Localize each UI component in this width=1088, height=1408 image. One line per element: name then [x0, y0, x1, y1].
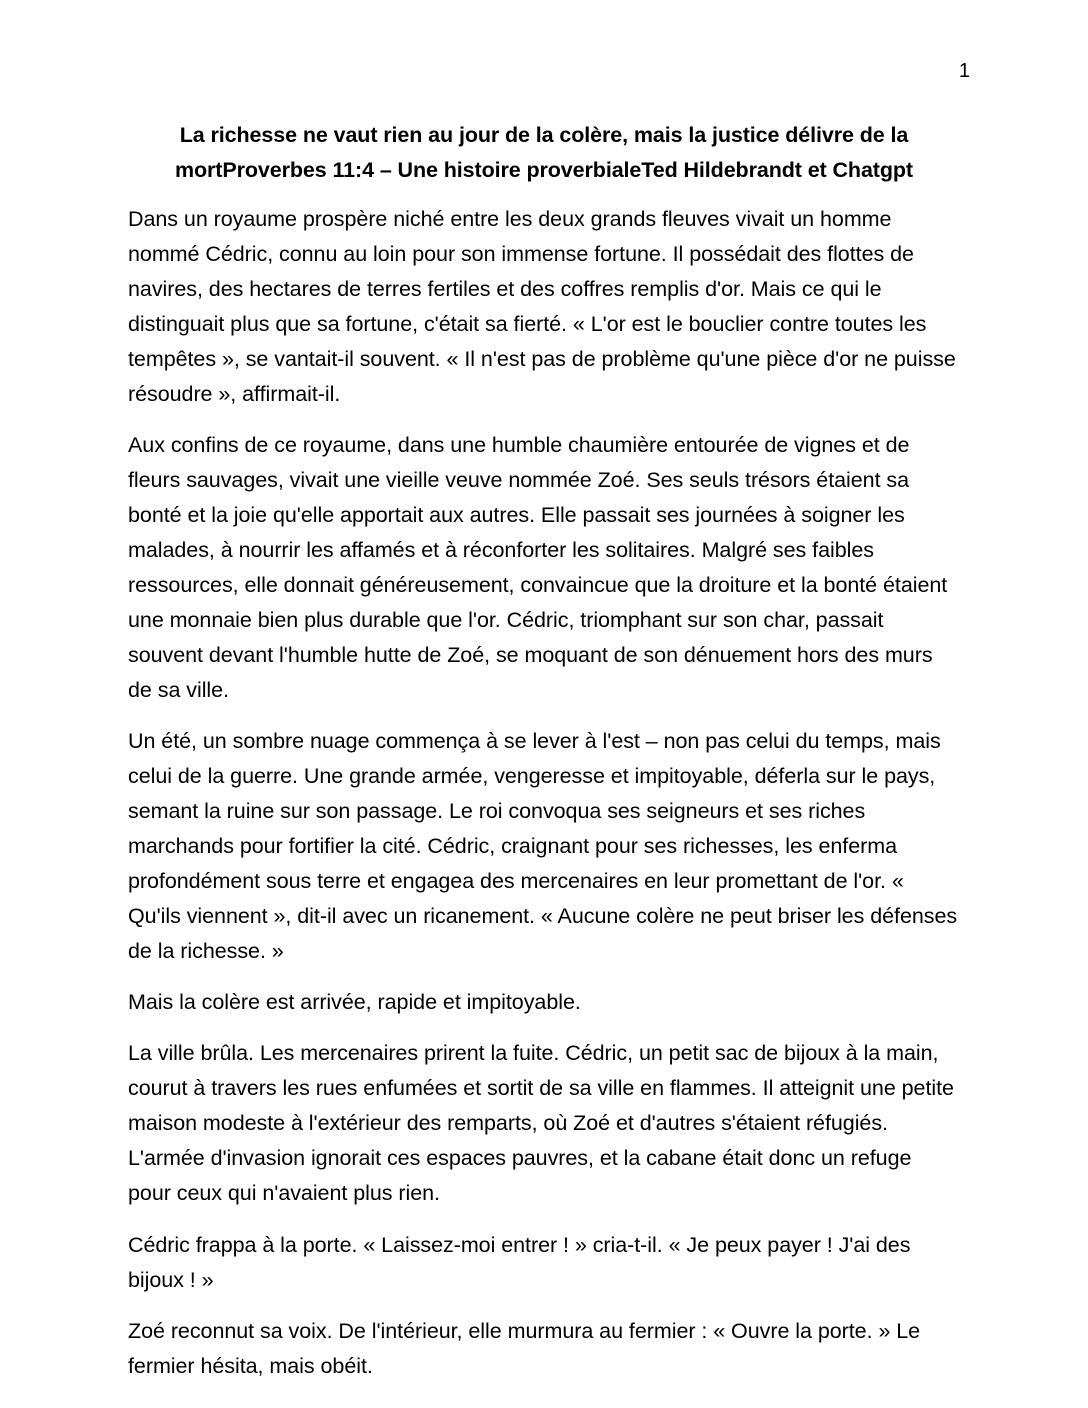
- paragraph: Dans un royaume prospère niché entre les deux grands fleuves vivait un homme nommé Cédric, connu au loin pour son immense fortune. Il possédait des flottes de navires, des hectares de terres fertiles et des coffres remplis d'or. Mais ce qui le distinguait plus que sa fortune, c'était sa fierté. « L'or est le bouclier contre toutes les tempêtes », se vantait-il souvent. « Il n'est pas de problème qu'une pièce d'or ne puisse résoudre », affirmait-il.: [128, 206, 956, 406]
- page-number: 1: [958, 60, 970, 82]
- paragraph: La ville brûla. Les mercenaires prirent la fuite. Cédric, un petit sac de bijoux à la main, courut à travers les rues enfumées et sortit de sa ville en flammes. Il atteignit une petite maison modeste à l'extérieur des remparts, où Zoé et d'autres s'étaient réfugiés. L'armée d'invasion ignorait ces espaces pauvres, et la cabane était donc un refuge pour ceux qui n'avaient plus rien.: [128, 1041, 954, 1206]
- paragraph: Un été, un sombre nuage commença à se lever à l'est – non pas celui du temps, mais celui de la guerre. Une grande armée, vengeresse et impitoyable, déferla sur le pays, semant la ruine sur son passage. Le roi convoqua ses seigneurs et ses riches marchands pour fortifier la cité. Cédric, craignant pour ses richesses, les enferma profondément sous terre et engagea des mercenaires en leur promettant de l'or. « Qu'ils viennent », dit-il avec un ricanement. « Aucune colère ne peut briser les défenses de la richesse. »: [128, 729, 958, 964]
- paragraph: Mais la colère est arrivée, rapide et impitoyable.: [128, 990, 581, 1015]
- paragraph: Cédric frappa à la porte. « Laissez-moi entrer ! » cria-t-il. « Je peux payer ! J'ai des bijoux ! »: [128, 1232, 911, 1292]
- page-title: La richesse ne vaut rien au jour de la colère, mais la justice délivre de la mortProverbes 11:4 – Une histoire proverbialeTed Hildebrandt et Chatgpt: [174, 123, 913, 182]
- document-body: [128, 118, 960, 1400]
- paragraph: Zoé reconnut sa voix. De l'intérieur, elle murmura au fermier : « Ouvre la porte. » Le fermier hésita, mais obéit.: [128, 1318, 921, 1378]
- paragraph: Aux confins de ce royaume, dans une humble chaumière entourée de vignes et de fleurs sauvages, vivait une vieille veuve nommée Zoé. Ses seuls trésors étaient sa bonté et la joie qu'elle apportait aux autres. Elle passait ses journées à soigner les malades, à nourrir les affamés et à réconforter les solitaires. Malgré ses faibles ressources, elle donnait généreusement, convaincue que la droiture et la bonté étaient une monnaie bien plus durable que l'or. Cédric, triomphant sur son char, passait souvent devant l'humble hutte de Zoé, se moquant de son dénuement hors des murs de sa ville.: [128, 432, 948, 703]
